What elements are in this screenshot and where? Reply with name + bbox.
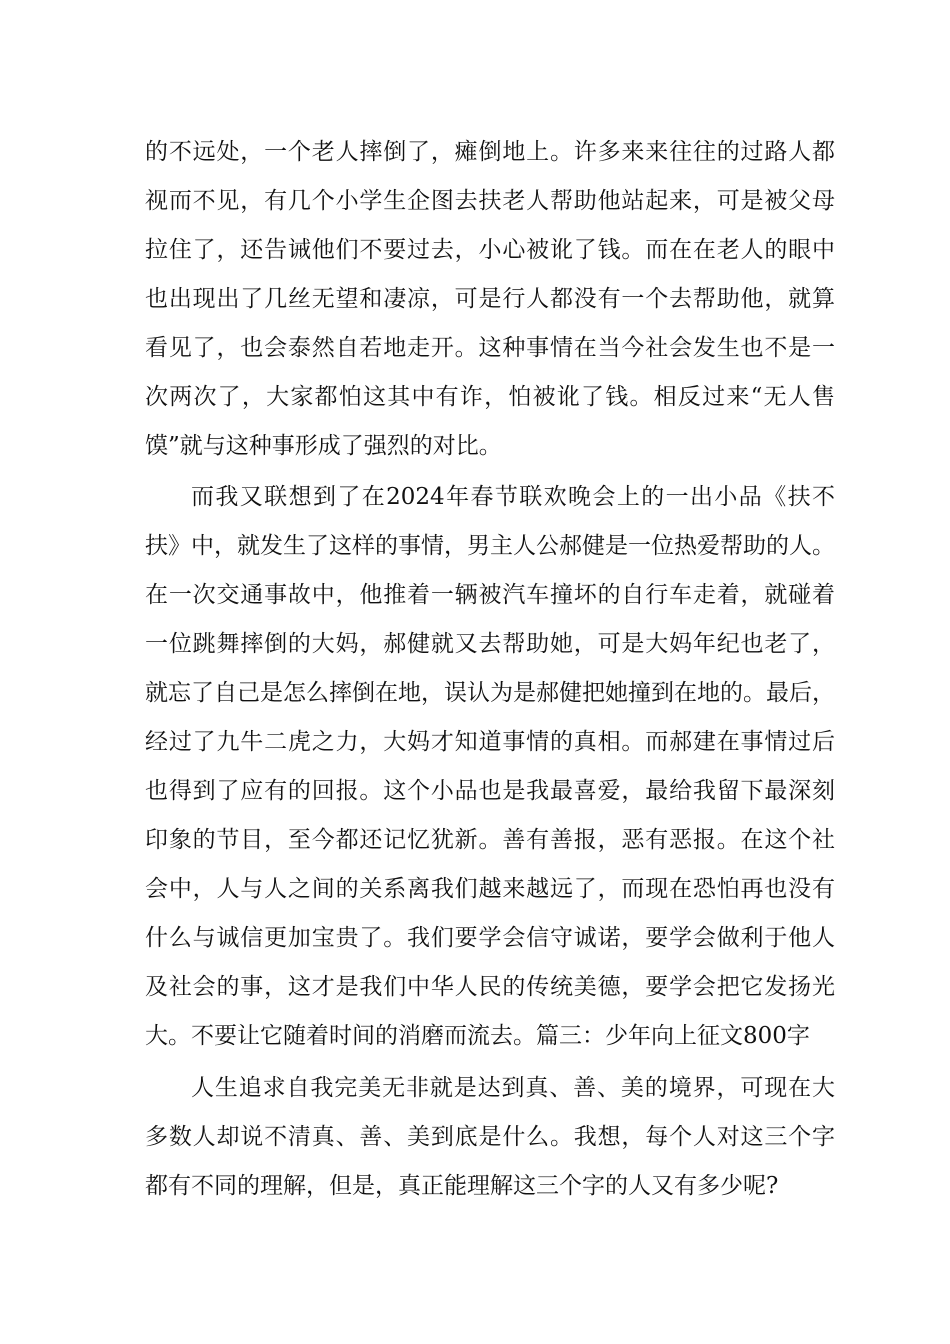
- paragraph-line: 在一次交通事故中，他推着一辆被汽车撞坏的自行车走着，就碰着: [145, 582, 835, 608]
- paragraph-line: 次两次了，大家都怕这其中有诈，怕被讹了钱。相反过来“无人售: [145, 384, 835, 410]
- paragraph-line: 多数人却说不清真、善、美到底是什么。我想，每个人对这三个字: [145, 1124, 835, 1150]
- paragraph-line: 印象的节目，至今都还记忆犹新。善有善报，恶有恶报。在这个社: [145, 827, 835, 853]
- paragraph-line: 大。不要让它随着时间的消磨而流去。篇三：少年向上征文800字: [145, 1023, 810, 1049]
- paragraph-line: 扶》中，就发生了这样的事情，男主人公郝健是一位热爱帮助的人。: [145, 533, 835, 559]
- paragraph-3: [145, 1064, 835, 1211]
- paragraph-line: 人生追求自我完美无非就是达到真、善、美的境界，可现在大: [191, 1075, 835, 1101]
- paragraph-line: 拉住了，还告诫他们不要过去，小心被讹了钱。而在在老人的眼中: [145, 237, 835, 263]
- paragraph-line: 也得到了应有的回报。这个小品也是我最喜爱，最给我留下最深刻: [145, 778, 835, 804]
- paragraph-line: 馍”就与这种事形成了强烈的对比。: [145, 433, 502, 459]
- paragraph-line: 会中，人与人之间的关系离我们越来越远了，而现在恐怕再也没有: [145, 876, 835, 902]
- paragraph-line: 而我又联想到了在2024年春节联欢晚会上的一出小品《扶不: [191, 484, 835, 510]
- paragraph-line: 什么与诚信更加宝贵了。我们要学会信守诚诺，要学会做利于他人: [145, 925, 835, 951]
- paragraph-line: 看见了，也会泰然自若地走开。这种事情在当今社会发生也不是一: [145, 335, 835, 361]
- paragraph-line: 就忘了自己是怎么摔倒在地，误认为是郝健把她撞到在地的。最后，: [145, 680, 835, 706]
- paragraph-line: 的不远处，一个老人摔倒了，瘫倒地上。许多来来往往的过路人都: [145, 139, 835, 165]
- paragraph-line: 经过了九牛二虎之力，大妈才知道事情的真相。而郝建在事情过后: [145, 729, 835, 755]
- paragraph-line: 及社会的事，这才是我们中华人民的传统美德，要学会把它发扬光: [145, 974, 835, 1000]
- paragraph-line: 视而不见，有几个小学生企图去扶老人帮助他站起来，可是被父母: [145, 188, 835, 214]
- paragraph-line: 也出现出了几丝无望和凄凉，可是行人都没有一个去帮助他，就算: [145, 286, 835, 312]
- paragraph-1: [145, 128, 835, 471]
- paragraph-line: 一位跳舞摔倒的大妈，郝健就又去帮助她，可是大妈年纪也老了，: [145, 631, 835, 657]
- paragraph-line: 都有不同的理解，但是，真正能理解这三个字的人又有多少呢?: [145, 1173, 779, 1199]
- paragraph-2: [145, 473, 835, 1061]
